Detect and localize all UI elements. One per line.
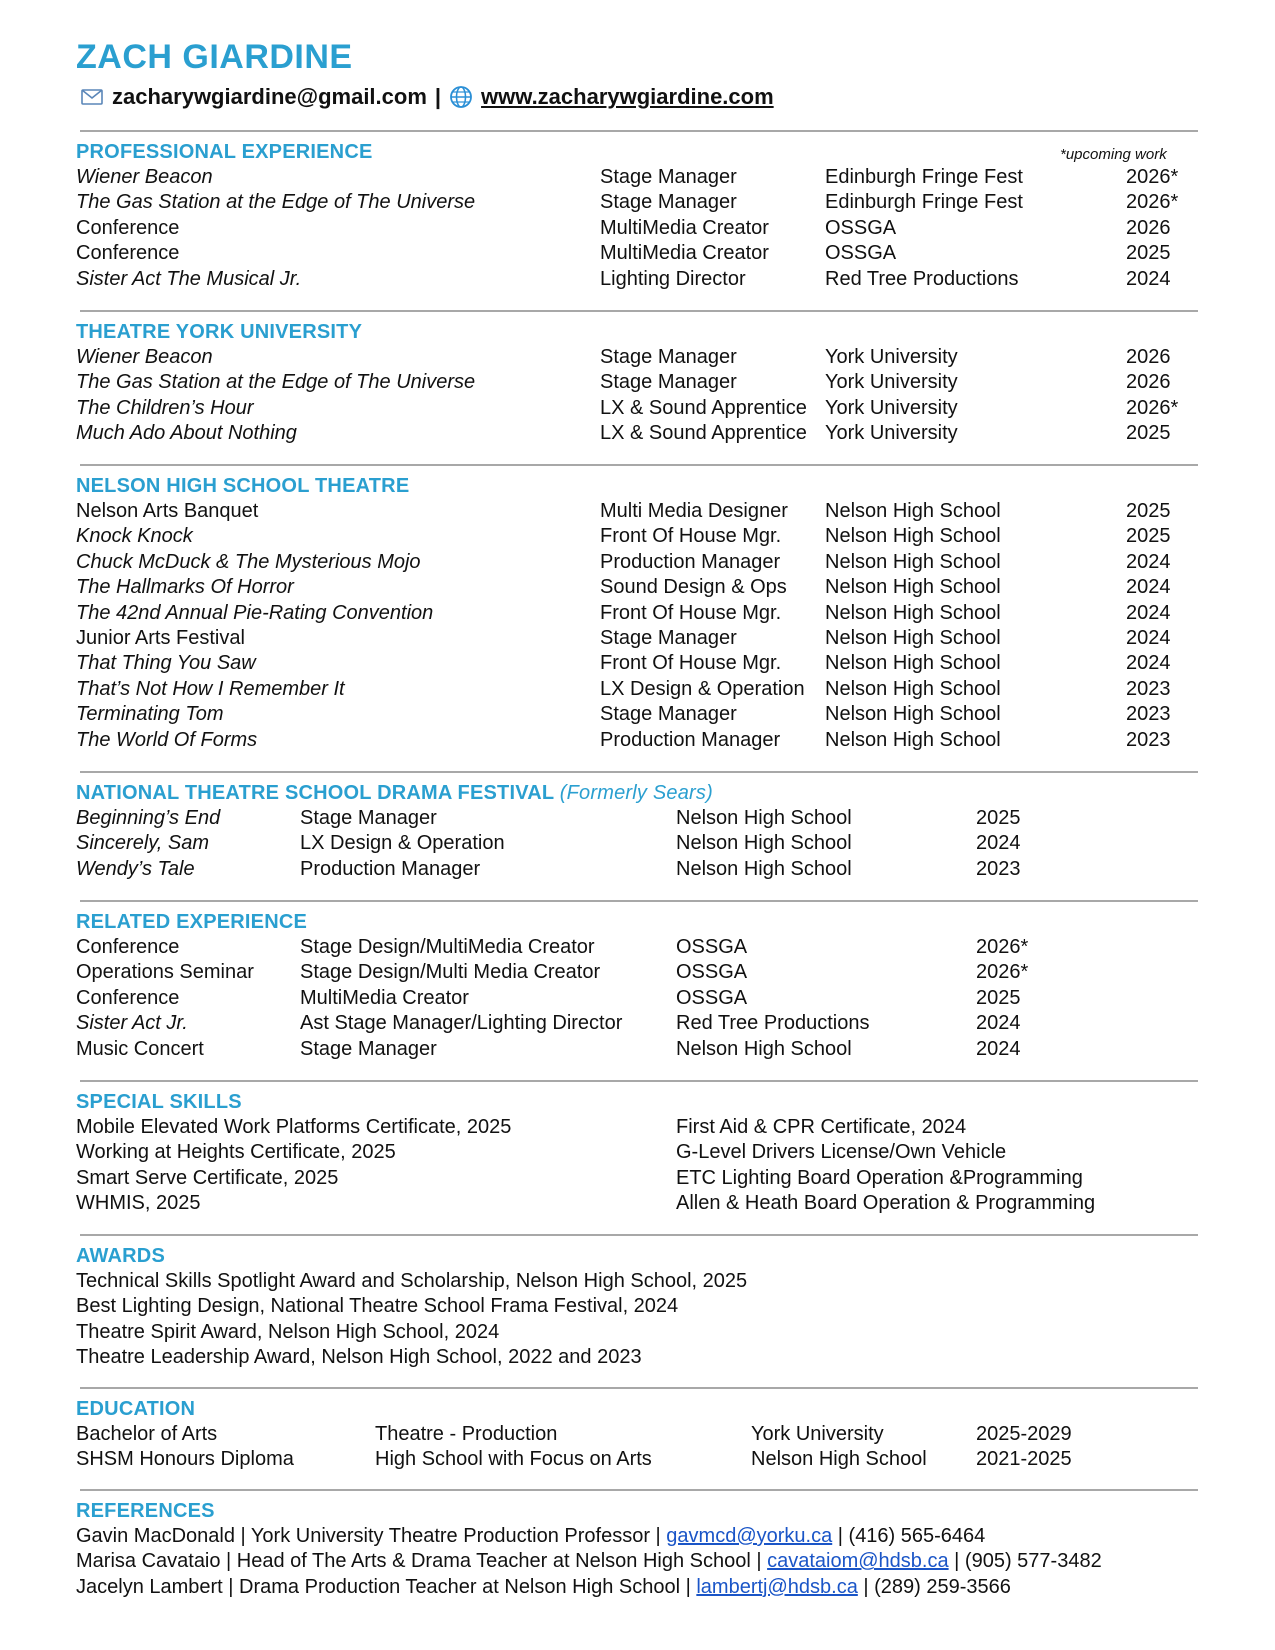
- work-title: Sincerely, Sam: [76, 832, 210, 855]
- experience-row: [0, 371, 1275, 397]
- role: MultiMedia Creator: [600, 216, 769, 239]
- organization: York University: [825, 422, 958, 445]
- work-title: Junior Arts Festival: [76, 627, 245, 649]
- year: 2023: [1126, 677, 1171, 700]
- section-divider: [80, 1387, 1198, 1389]
- experience-row: [0, 961, 1275, 987]
- organization: York University: [825, 346, 958, 368]
- experience-row: [0, 936, 1275, 962]
- year: 2024: [1126, 576, 1171, 599]
- reference-name-title: Jacelyn Lambert | Drama Production Teacher at Nelson High School |: [76, 1575, 697, 1598]
- reference-row: [0, 1550, 1275, 1576]
- organization: Nelson High School: [825, 703, 1001, 726]
- role: Front Of House Mgr.: [600, 652, 782, 675]
- years: 2021-2025: [976, 1448, 1072, 1471]
- school: Nelson High School: [751, 1448, 927, 1471]
- year: 2023: [976, 857, 1021, 880]
- work-title: Music Concert: [76, 1037, 204, 1060]
- national-subtitle: (Formerly Sears): [559, 782, 713, 804]
- work-title: Knock Knock: [76, 525, 193, 548]
- role: Ast Stage Manager/Lighting Director: [300, 1012, 623, 1035]
- role: Stage Manager: [600, 191, 737, 214]
- contact-separator: |: [434, 84, 442, 109]
- role: Stage Manager: [600, 703, 737, 726]
- work-title: Conference: [76, 242, 180, 265]
- organization: Nelson High School: [825, 601, 1001, 624]
- organization: OSSGA: [676, 961, 748, 984]
- year: 2023: [1126, 728, 1171, 751]
- experience-row: [0, 217, 1275, 243]
- experience-row: [0, 242, 1275, 268]
- work-title: Wiener Beacon: [76, 346, 213, 368]
- award-text: Theatre Spirit Award, Nelson High School, 2024: [76, 1320, 500, 1343]
- work-title: Nelson Arts Banquet: [76, 500, 259, 522]
- year: 2026: [1126, 216, 1171, 239]
- experience-row: [0, 397, 1275, 423]
- year: 2026: [1126, 346, 1171, 368]
- organization: Nelson High School: [825, 525, 1001, 548]
- award-row: [0, 1321, 1275, 1347]
- experience-row: [0, 525, 1275, 551]
- organization: Nelson High School: [676, 857, 852, 880]
- award-row: [0, 1346, 1275, 1372]
- skill-right: ETC Lighting Board Operation &Programming: [676, 1166, 1083, 1189]
- role: Production Manager: [600, 728, 781, 751]
- organization: Edinburgh Fringe Fest: [825, 191, 1023, 214]
- organization: Nelson High School: [825, 500, 1001, 522]
- reference-email-link[interactable]: gavmcd@yorku.ca: [666, 1525, 833, 1547]
- experience-row: [0, 551, 1275, 577]
- organization: Edinburgh Fringe Fest: [825, 166, 1023, 188]
- experience-row: [0, 268, 1275, 294]
- organization: Nelson High School: [676, 832, 852, 855]
- resume-name: ZACH GIARDINE: [76, 38, 353, 76]
- work-title: The Gas Station at the Edge of The Universe: [76, 371, 476, 394]
- reference-phone: | (289) 259-3566: [857, 1575, 1011, 1598]
- role: Stage Manager: [300, 1037, 437, 1060]
- role: Stage Manager: [600, 166, 737, 188]
- year: 2024: [976, 832, 1021, 855]
- work-title: Conference: [76, 986, 180, 1009]
- reference-row: [0, 1525, 1275, 1551]
- organization: Nelson High School: [825, 677, 1001, 700]
- role: Stage Manager: [300, 807, 437, 829]
- role: Production Manager: [600, 550, 781, 573]
- experience-row: [0, 422, 1275, 448]
- skill-left: Working at Heights Certificate, 2025: [76, 1141, 396, 1164]
- role: Stage Manager: [600, 371, 737, 394]
- award-row: [0, 1295, 1275, 1321]
- reference-phone: | (416) 565-6464: [832, 1525, 986, 1547]
- experience-row: [0, 346, 1275, 372]
- organization: Nelson High School: [825, 652, 1001, 675]
- year: 2026*: [1126, 166, 1179, 188]
- year: 2024: [1126, 601, 1171, 624]
- role: Front Of House Mgr.: [600, 525, 782, 548]
- email-icon: [80, 85, 104, 109]
- organization: Nelson High School: [825, 576, 1001, 599]
- section-divider: [80, 771, 1198, 773]
- work-title: Sister Act The Musical Jr.: [76, 267, 302, 290]
- work-title: The World Of Forms: [76, 728, 258, 751]
- organization: Red Tree Productions: [676, 1012, 870, 1035]
- reference-email-link[interactable]: lambertj@hdsb.ca: [696, 1575, 858, 1598]
- reference-line: [76, 1550, 1102, 1573]
- award-row: [0, 1270, 1275, 1296]
- organization: Red Tree Productions: [825, 267, 1019, 290]
- work-title: Wendy’s Tale: [76, 857, 195, 880]
- role: Lighting Director: [600, 267, 746, 290]
- section-divider: [80, 1234, 1198, 1236]
- references-title: REFERENCES: [76, 1500, 215, 1522]
- skill-right: Allen & Heath Board Operation & Programming: [676, 1192, 1096, 1215]
- work-title: Terminating Tom: [76, 703, 224, 726]
- reference-name-title: Marisa Cavataio | Head of The Arts & Drama Teacher at Nelson High School |: [76, 1550, 768, 1573]
- reference-line: [76, 1576, 1011, 1599]
- role: LX Design & Operation: [600, 677, 805, 700]
- section-divider: [80, 1080, 1198, 1082]
- year: 2026: [1126, 371, 1171, 394]
- role: Stage Design/MultiMedia Creator: [300, 936, 595, 958]
- year: 2024: [1126, 627, 1171, 649]
- role: Stage Design/Multi Media Creator: [300, 961, 601, 984]
- skill-right: First Aid & CPR Certificate, 2024: [676, 1116, 967, 1138]
- year: 2024: [1126, 652, 1171, 675]
- skills-title: SPECIAL SKILLS: [76, 1091, 242, 1113]
- work-title: Conference: [76, 936, 180, 958]
- year: 2024: [1126, 267, 1171, 290]
- skill-row: [0, 1192, 1275, 1218]
- role: Production Manager: [300, 857, 481, 880]
- focus: High School with Focus on Arts: [375, 1448, 652, 1471]
- work-title: The 42nd Annual Pie-Rating Convention: [76, 601, 434, 624]
- experience-row: [0, 500, 1275, 526]
- skill-row: [0, 1141, 1275, 1167]
- organization: OSSGA: [676, 936, 748, 958]
- experience-row: [0, 858, 1275, 884]
- education-title: EDUCATION: [76, 1398, 196, 1420]
- experience-row: [0, 652, 1275, 678]
- year: 2026*: [976, 936, 1029, 958]
- year: 2025: [976, 807, 1021, 829]
- year: 2026*: [1126, 396, 1179, 419]
- experience-row: [0, 627, 1275, 653]
- year: 2025: [1126, 500, 1171, 522]
- year: 2026*: [1126, 191, 1179, 214]
- role: LX Design & Operation: [300, 832, 505, 855]
- year: 2025: [976, 986, 1021, 1009]
- organization: Nelson High School: [825, 627, 1001, 649]
- skill-left: Mobile Elevated Work Platforms Certificate, 2025: [76, 1116, 512, 1138]
- year: 2024: [976, 1037, 1021, 1060]
- professional-title: PROFESSIONAL EXPERIENCE: [76, 141, 373, 163]
- role: MultiMedia Creator: [600, 242, 769, 265]
- nelson-title: NELSON HIGH SCHOOL THEATRE: [76, 475, 410, 497]
- work-title: That Thing You Saw: [76, 652, 256, 675]
- year: 2024: [1126, 550, 1171, 573]
- reference-name-title: Gavin MacDonald | York University Theatre Production Professor |: [76, 1525, 667, 1547]
- experience-row: [0, 1012, 1275, 1038]
- upcoming-note: *upcoming work: [1060, 146, 1167, 163]
- experience-row: [0, 1038, 1275, 1064]
- globe-icon: [449, 85, 473, 109]
- experience-row: [0, 703, 1275, 729]
- skill-row: [0, 1167, 1275, 1193]
- experience-row: [0, 191, 1275, 217]
- awards-title: AWARDS: [76, 1245, 165, 1267]
- role: LX & Sound Apprentice: [600, 422, 807, 445]
- role: Stage Manager: [600, 346, 737, 368]
- year: 2025: [1126, 422, 1171, 445]
- organization: OSSGA: [825, 216, 897, 239]
- year: 2025: [1126, 242, 1171, 265]
- organization: OSSGA: [676, 986, 748, 1009]
- experience-row: [0, 807, 1275, 833]
- work-title: The Hallmarks Of Horror: [76, 576, 294, 599]
- role: Multi Media Designer: [600, 500, 788, 522]
- year: 2026*: [976, 961, 1029, 984]
- work-title: That’s Not How I Remember It: [76, 677, 345, 700]
- year: 2024: [976, 1012, 1021, 1035]
- related-title: RELATED EXPERIENCE: [76, 911, 308, 933]
- organization: York University: [825, 371, 958, 394]
- national-title-text: NATIONAL THEATRE SCHOOL DRAMA FESTIVAL: [76, 782, 554, 804]
- experience-row: [0, 678, 1275, 704]
- organization: Nelson High School: [825, 550, 1001, 573]
- work-title: The Gas Station at the Edge of The Universe: [76, 191, 476, 214]
- focus: Theatre - Production: [375, 1423, 558, 1445]
- experience-row: [0, 166, 1275, 192]
- degree: Bachelor of Arts: [76, 1423, 218, 1445]
- work-title: Beginning’s End: [76, 807, 221, 829]
- skill-left: Smart Serve Certificate, 2025: [76, 1166, 339, 1189]
- role: LX & Sound Apprentice: [600, 396, 807, 419]
- work-title: Chuck McDuck & The Mysterious Mojo: [76, 550, 421, 573]
- reference-line: [76, 1525, 985, 1548]
- reference-phone: | (905) 577-3482: [948, 1550, 1102, 1573]
- skill-row: [0, 1116, 1275, 1142]
- organization: Nelson High School: [825, 728, 1001, 751]
- website-link[interactable]: www.zacharywgiardine.com: [481, 84, 774, 109]
- work-title: Much Ado About Nothing: [76, 422, 297, 445]
- role: Front Of House Mgr.: [600, 601, 782, 624]
- national-title: [76, 782, 713, 805]
- organization: Nelson High School: [676, 1037, 852, 1060]
- skill-right: G-Level Drivers License/Own Vehicle: [676, 1141, 1007, 1164]
- section-divider: [80, 130, 1198, 132]
- york-title: THEATRE YORK UNIVERSITY: [76, 321, 363, 343]
- role: Sound Design & Ops: [600, 576, 787, 599]
- section-divider: [80, 900, 1198, 902]
- section-divider: [80, 1489, 1198, 1491]
- role: Stage Manager: [600, 627, 737, 649]
- award-text: Theatre Leadership Award, Nelson High School, 2022 and 2023: [76, 1346, 642, 1369]
- experience-row: [0, 729, 1275, 755]
- contact-line: [80, 84, 774, 110]
- experience-row: [0, 832, 1275, 858]
- education-row: [0, 1423, 1275, 1449]
- years: 2025-2029: [976, 1423, 1072, 1445]
- organization: Nelson High School: [676, 807, 852, 829]
- degree: SHSM Honours Diploma: [76, 1448, 294, 1471]
- year: 2025: [1126, 525, 1171, 548]
- email-text[interactable]: zacharywgiardine@gmail.com: [112, 84, 427, 109]
- organization: OSSGA: [825, 242, 897, 265]
- experience-row: [0, 576, 1275, 602]
- education-row: [0, 1448, 1275, 1474]
- experience-row: [0, 987, 1275, 1013]
- organization: York University: [825, 396, 958, 419]
- work-title: Conference: [76, 216, 180, 239]
- reference-row: [0, 1576, 1275, 1602]
- skill-left: WHMIS, 2025: [76, 1192, 201, 1215]
- reference-email-link[interactable]: cavataiom@hdsb.ca: [767, 1550, 949, 1573]
- role: MultiMedia Creator: [300, 986, 469, 1009]
- school: York University: [751, 1423, 884, 1445]
- work-title: Sister Act Jr.: [76, 1012, 188, 1035]
- work-title: Operations Seminar: [76, 961, 254, 984]
- experience-row: [0, 602, 1275, 628]
- section-divider: [80, 310, 1198, 312]
- section-divider: [80, 464, 1198, 466]
- work-title: The Children’s Hour: [76, 396, 254, 419]
- award-text: Technical Skills Spotlight Award and Scholarship, Nelson High School, 2025: [76, 1270, 748, 1292]
- award-text: Best Lighting Design, National Theatre School Frama Festival, 2024: [76, 1295, 679, 1318]
- work-title: Wiener Beacon: [76, 166, 213, 188]
- year: 2023: [1126, 703, 1171, 726]
